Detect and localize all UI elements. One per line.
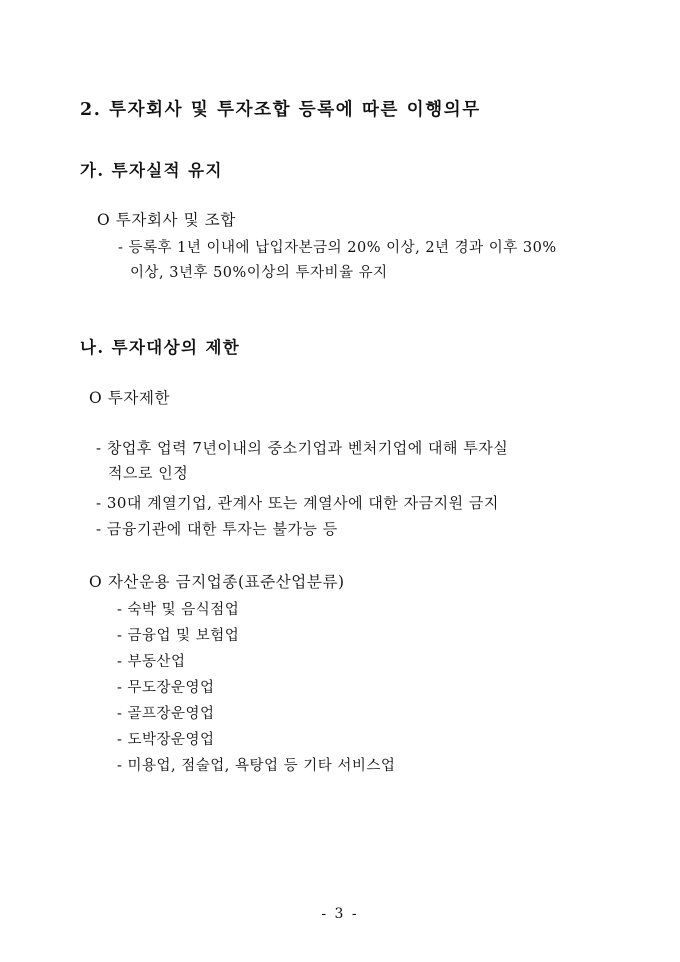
- prohibited-industry-item: - 미용업, 점술업, 욕탕업 등 기타 서비스업: [117, 758, 396, 774]
- restriction-line: - 창업후 업력 7년이내의 중소기업과 벤처기업에 대해 투자실: [96, 439, 509, 457]
- bullet-investment-company: O 투자회사 및 조합: [97, 211, 236, 229]
- investment-ratio-line: 이상, 3년후 50%이상의 투자비율 유지: [130, 265, 388, 281]
- subsection-heading-a: 가. 투자실적 유지: [80, 161, 223, 180]
- page-number: - 3 -: [321, 906, 359, 922]
- prohibited-industry-item: - 골프장운영업: [117, 706, 215, 722]
- prohibited-industry-item: - 숙박 및 음식점업: [117, 602, 240, 618]
- prohibited-industry-item: - 금융업 및 보험업: [117, 628, 240, 644]
- restriction-line: - 금융기관에 대한 투자는 불가능 등: [96, 520, 338, 538]
- restriction-line: - 30대 계열기업, 관계사 또는 계열사에 대한 자금지원 금지: [96, 494, 499, 512]
- section-title: 2. 투자회사 및 투자조합 등록에 따른 이행의무: [80, 100, 481, 120]
- investment-ratio-line: - 등록후 1년 이내에 납입자본금의 20% 이상, 2년 경과 이후 30%: [118, 240, 557, 256]
- prohibited-industry-item: - 부동산업: [117, 654, 186, 670]
- prohibited-industry-item: - 도박장운영업: [117, 732, 215, 748]
- bullet-prohibited-industries: O 자산운용 금지업종(표준산업분류): [89, 573, 345, 591]
- subsection-heading-b: 나. 투자대상의 제한: [80, 338, 241, 357]
- restriction-line: 적으로 인정: [108, 464, 189, 482]
- prohibited-industry-item: - 무도장운영업: [117, 680, 215, 696]
- bullet-investment-restriction: O 투자제한: [89, 389, 171, 407]
